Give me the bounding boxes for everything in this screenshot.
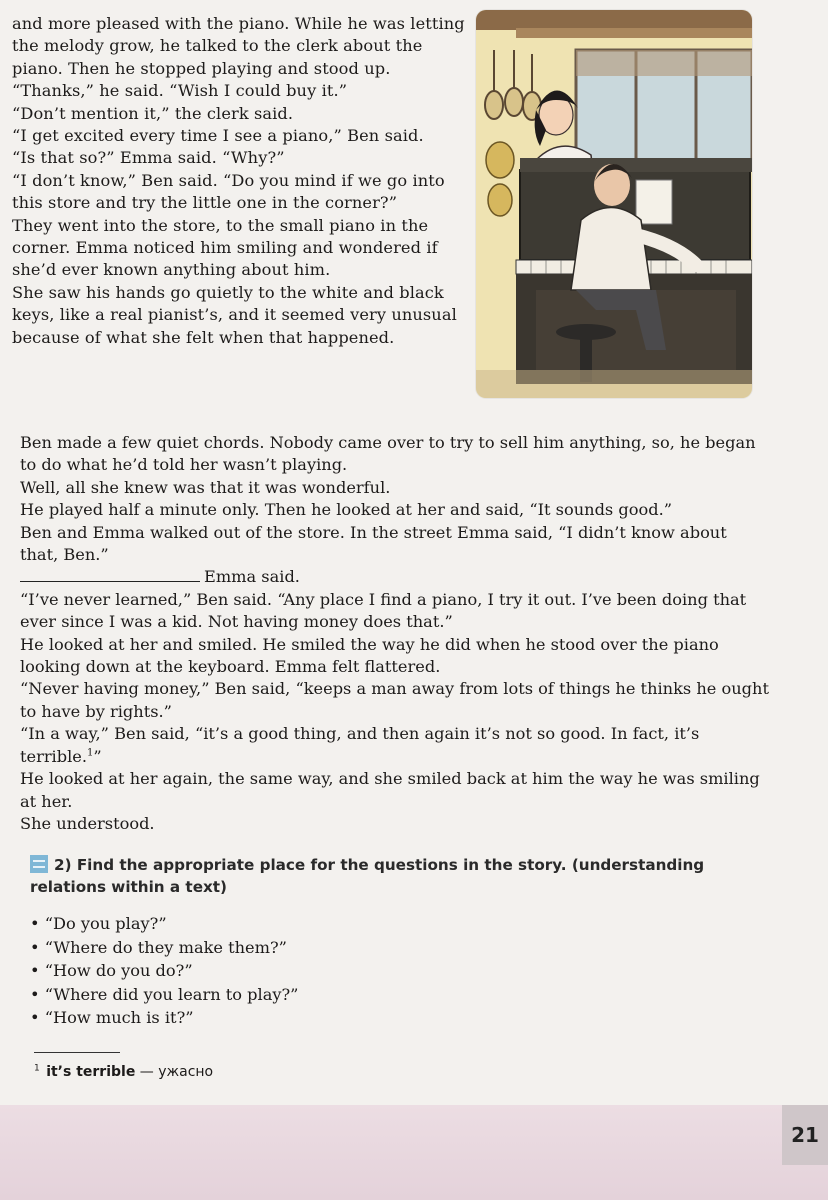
answer-blank[interactable] (20, 567, 200, 582)
story-paragraph: “I’ve never learned,” Ben said. “Any place I find a piano, I try it out. I’ve been doing that ever since I was a kid. Not having money does that.” (20, 589, 747, 632)
story-paragraph: Ben made a few quiet chords. Nobody came over to try to sell him anything, so, he began to do what he’d told her wasn’t playing. (20, 433, 756, 475)
terrible-close: ” (93, 746, 102, 766)
story-paragraph: Well, all she knew was that it was wonderful. (20, 477, 391, 497)
list-icon (30, 855, 48, 873)
list-item: • “How do you do?” (30, 959, 530, 983)
piano-scene-image (476, 10, 752, 398)
terrible-text: “In a way,” Ben said, “it’s a good thing, and then again it’s not so good. In fact, it’s terrible. (20, 724, 700, 766)
story-paragraph: He looked at her again, the same way, and she smiled back at him the way he was smiling at her. (20, 769, 760, 811)
footnote-ref: 1 (87, 747, 94, 759)
blank-line (20, 566, 770, 588)
story-paragraph: He played half a minute only. Then he looked at her and said, “It sounds good.” (20, 500, 673, 520)
list-item: • “Where do they make them?” (30, 936, 530, 960)
task-number: 2) (54, 856, 72, 874)
story-text-top (12, 13, 470, 349)
piano-illustration (476, 10, 752, 398)
story-paragraph: “Never having money,” Ben said, “keeps a man away from lots of things he thinks he ought to have by rights.” (20, 679, 769, 721)
footnote (34, 1064, 213, 1080)
blank-suffix: Emma said. (204, 567, 300, 587)
story-paragraph: and more pleased with the piano. While he was letting the melody grow, he talked to the clerk about the piano. Then he stopped playing and stood up. (12, 14, 465, 78)
page-number: 21 (782, 1105, 828, 1165)
questions-list (30, 912, 530, 1030)
task-instruction (30, 854, 775, 898)
footnote-translation: — ужасно (135, 1064, 214, 1080)
story-paragraph: They went into the store, to the small piano in the corner. Emma noticed him smiling and wondered if she’d ever known anything about him. (12, 215, 438, 280)
story-paragraph: “Don’t mention it,” the clerk said. (12, 103, 294, 123)
story-paragraph: She understood. (20, 813, 155, 833)
story-paragraph: Ben and Emma walked out of the store. In the street Emma said, “I didn’t know about that, Ben.” (20, 522, 727, 565)
footnote-marker: 1 (34, 1063, 40, 1074)
story-paragraph: He looked at her and smiled. He smiled the way he did when he stood over the piano looking down at the keyboard. Emma felt flattered. (20, 634, 719, 677)
story-paragraph: “I get excited every time I see a piano,” Ben said. (12, 126, 424, 146)
story-paragraph (20, 723, 770, 768)
footnote-term: it’s terrible (46, 1064, 136, 1080)
task-text: Find the appropriate place for the questions in the story. (understanding relations within a text) (30, 856, 705, 896)
page-footer-band (0, 1105, 828, 1200)
list-item: • “Where did you learn to play?” (30, 983, 530, 1007)
story-text-wide (20, 432, 770, 835)
story-paragraph: “Is that so?” Emma said. “Why?” (12, 148, 285, 168)
list-item: • “Do you play?” (30, 912, 530, 936)
story-paragraph: “Thanks,” he said. “Wish I could buy it.” (12, 81, 348, 101)
story-paragraph: She saw his hands go quietly to the white and black keys, like a real pianist’s, and it seemed very unusual because of what she felt when that happened. (12, 282, 457, 347)
footnote-divider (34, 1052, 120, 1053)
list-item: • “How much is it?” (30, 1006, 530, 1030)
story-paragraph: “I don’t know,” Ben said. “Do you mind if we go into this store and try the little one in the corner?” (12, 170, 445, 213)
